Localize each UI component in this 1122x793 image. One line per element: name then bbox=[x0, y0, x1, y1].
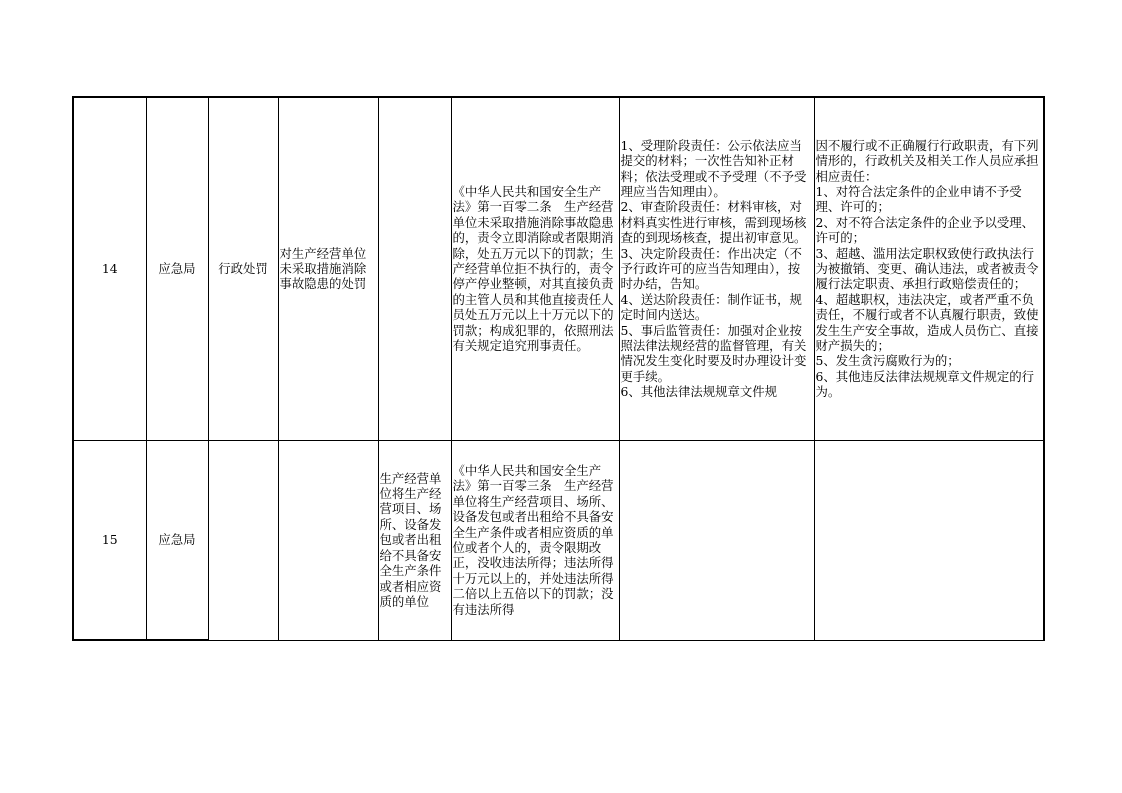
item-name-cell bbox=[278, 440, 378, 640]
row-number: 14 bbox=[73, 97, 146, 440]
power-list-table bbox=[72, 96, 1045, 641]
department-cell: 应急局 bbox=[146, 97, 208, 440]
sub-item-cell: 生产经营单位将生产经营项目、场所、设备发包或者出租给不具备安全生产条件或者相应资质的单位 bbox=[378, 440, 451, 640]
responsibility-cell bbox=[619, 440, 814, 640]
sub-item-cell bbox=[378, 97, 451, 440]
row-number: 15 bbox=[73, 440, 146, 640]
item-name-cell: 对生产经营单位未采取措施消除事故隐患的处罚 bbox=[278, 97, 378, 440]
table-row bbox=[73, 97, 1044, 440]
legal-basis-cell: 《中华人民共和国安全生产法》第一百零三条 生产经营单位将生产经营项目、场所、设备发包或者出租给不具备安全生产条件或者相应资质的单位或者个人的，责令限期改正，没收违法所得；违法所得十万元以上的，并处违法所得二倍以上五倍以下的罚款；没有违法所得 bbox=[451, 440, 619, 640]
accountability-cell: 因不履行或不正确履行行政职责，有下列情形的，行政机关及相关工作人员应承担相应责任： 1、对符合法定条件的企业申请不予受理、许可的； 2、对不符合法定条件的企业予以受理、许可的； 3、超越、滥用法定职权致使行政执法行为被撤销、变更、确认违法，或者被责令履行法定职责、承担行政赔偿责任的； 4、超越职权，违法决定，或者严重不负责任，不履行或者不认真履行职责，致使发生生产安全事故，造成人员伤亡、直接财产损失的； 5、发生贪污腐败行为的； 6、其他违反法律法规规章文件规定的行为。 bbox=[814, 97, 1044, 440]
power-type-cell bbox=[208, 440, 278, 640]
responsibility-cell: 1、受理阶段责任：公示依法应当提交的材料；一次性告知补正材料；依法受理或不予受理（不予受理应当告知理由）。 2、审查阶段责任：材料审核，对材料真实性进行审核，需到现场核查的到现场核查，提出初审意见。 3、决定阶段责任：作出决定（不予行政许可的应当告知理由），按时办结，告知。 4、送达阶段责任：制作证书，规定时间内送达。 5、事后监管责任：加强对企业按照法律法规经营的监督管理，有关情况发生变化时要及时办理设计变更手续。 6、其他法律法规规章文件规 bbox=[619, 97, 814, 440]
department-cell: 应急局 bbox=[146, 440, 208, 640]
power-type-cell: 行政处罚 bbox=[208, 97, 278, 440]
table-row bbox=[73, 440, 1044, 640]
accountability-cell bbox=[814, 440, 1044, 640]
legal-basis-cell: 《中华人民共和国安全生产法》第一百零二条 生产经营单位未采取措施消除事故隐患的，责令立即消除或者限期消除，处五万元以下的罚款；生产经营单位拒不执行的，责令停产停业整顿，对其直接负责的主管人员和其他直接责任人员处五万元以上十万元以下的罚款；构成犯罪的，依照刑法有关规定追究刑事责任。 bbox=[451, 97, 619, 440]
